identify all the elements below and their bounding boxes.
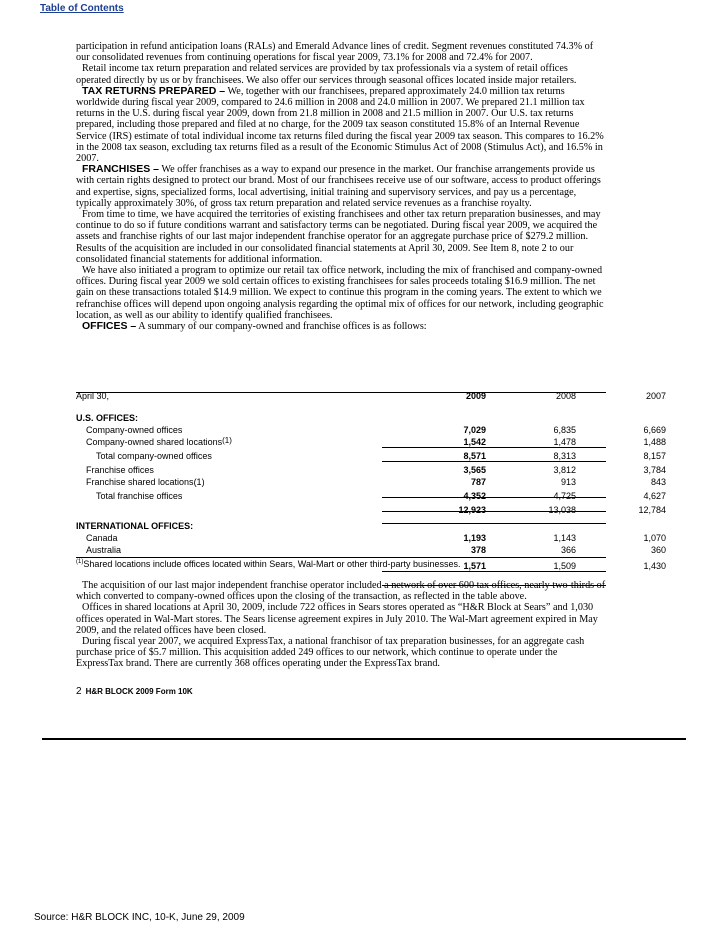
paragraph: Offices in shared locations at April 30, 2009, include 722 offices in Sears stores operated as “H&R Block at Sears” and 1,030 offices operated in Wal-Mart stores. The Sears license agreement expires in July 2010. The Wal-Mart agreement expired in May 2009, and the related offices have been closed. xyxy=(76,602,598,636)
table-row-total: Total franchise offices 4,352 4,725 4,627 xyxy=(96,491,666,501)
section-title: INTERNATIONAL OFFICES: xyxy=(76,521,194,531)
section-title: U.S. OFFICES: xyxy=(76,413,139,423)
footnote-rule xyxy=(76,557,606,558)
paragraph-text: We offer franchises as a way to expand our presence in the market. Our franchise arrangements provide us with certain rights designed to protect our brand. Most of our franchisees receive use of our software, access to product offerings and expertise, signs, specialized forms, local advertising, initial training and supervisory services, and pay us a percentage, typically approximately 30%, of gross tax return preparation and related service revenues as a franchise royalty. xyxy=(76,164,601,209)
table-row: Company-owned shared locations(1) 1,542 1,478 1,488 xyxy=(86,436,666,447)
section-heading: TAX RETURNS PREPARED – xyxy=(82,84,226,97)
table-row-total: Total company-owned offices 8,571 8,313 8,157 xyxy=(96,451,666,461)
paragraph-text: A summary of our company-owned and franchise offices is as follows: xyxy=(136,321,427,333)
footer-title: H&R BLOCK 2009 Form 10K xyxy=(85,687,193,696)
body-text xyxy=(76,41,604,332)
paragraph: We have also initiated a program to optimize our retail tax office network, including the mix of franchised and company-owned offices. During fiscal year 2009 we sold certain offices to existing franchisees for sales proceeds totaling $16.9 million. The net gain on these transactions totaled $14.9 million. We expect to continue this program in the coming years. The extent to which we refranchise offices will depend upon ongoing analysis regarding the optimal mix of offices for our network, including geographic location, as well as our ability to identify qualified franchisees. xyxy=(76,265,604,321)
year-header-2008: 2008 xyxy=(555,391,576,401)
table-row: Canada 1,193 1,143 1,070 xyxy=(86,533,666,543)
table-row: Franchise offices 3,565 3,812 3,784 xyxy=(86,465,666,475)
table-row: Franchise shared locations(1) 787 913 843 xyxy=(86,477,666,487)
paragraph: Retail income tax return preparation and related services are provided by tax professionals via a system of retail offices operated directly by us or by franchisees. We also offer our services through seasonal offices located inside major retailers. xyxy=(76,63,577,86)
table-row-grand-total: 12,923 13,038 12,784 xyxy=(458,505,666,515)
page-number: 2 xyxy=(76,686,82,697)
footnote-mark: (1) xyxy=(76,559,84,565)
table-of-contents-link[interactable]: Table of Contents xyxy=(40,3,124,14)
paragraph: From time to time, we have acquired the territories of existing franchisees and other tax return preparation businesses, and may continue to do so if future conditions warrant and satisfactory terms can be negotiated. During fiscal year 2009, we acquired the assets and franchise rights of our last major independent franchise operator for an aggregate purchase price of $279.2 million. Results of the acquisition are included in our consolidated financial statements at April 30, 2009. See Item 8, note 2 to our consolidated financial statements for additional information. xyxy=(76,209,601,265)
source-line: Source: H&R BLOCK INC, 10-K, June 29, 2009 xyxy=(34,912,245,923)
paragraph-franchises xyxy=(76,164,604,209)
footnote-text: Shared locations include offices located within Sears, Wal-Mart or other third-party businesses. xyxy=(83,559,461,569)
paragraph-text: We, together with our franchisees, prepared approximately 24.0 million tax returns worldwide during fiscal year 2009, compared to 24.6 million in 2008 and 24.0 million in 2007. We prepared 21.1 million tax returns in the U.S. during fiscal year 2009, down from 21.8 million in 2008 and 21.5 million in 2007. Our U.S. tax returns prepared, including those prepared and filed at no charge, for the 2009 tax season constituted 15.8% of an Internal Revenue Service (IRS) estimate of total individual income tax returns filed during the fiscal year 2009 tax season. This compares to 16.2% in the 2008 tax season, excluding tax returns filed as a result of the Economic Stimulus Act of 2008 (Stimulus Act), and 16.5% in 2007. xyxy=(76,85,604,165)
section-heading: OFFICES – xyxy=(82,320,137,333)
paragraph: participation in refund anticipation loans (RALs) and Emerald Advance lines of credit. Segment revenues constituted 74.3% of our consolidated revenues from continuing operations for fiscal year 2009, 73.1% for 2008 and 72.4% for 2007. xyxy=(76,41,594,64)
footnote xyxy=(76,559,461,569)
subtotal-rule xyxy=(382,461,606,462)
page-footer xyxy=(76,686,193,697)
header-rule xyxy=(76,392,606,393)
table-row: Company-owned offices 7,029 6,835 6,669 xyxy=(86,425,666,435)
section-heading: FRANCHISES – xyxy=(82,163,160,176)
subtotal-rule xyxy=(382,447,606,448)
paragraph: The acquisition of our last major independent franchise operator included a network of over 600 tax offices, nearly two-thirds of which converted to company-owned offices upon the closing of the transaction, as reflected in the table above. xyxy=(76,580,606,603)
table-header-label: April 30, xyxy=(76,391,110,401)
paragraph-tax-returns xyxy=(76,86,604,164)
table-row: Australia 378 366 360 xyxy=(86,545,666,555)
table-row-total: 1,571 1,509 1,430 xyxy=(463,561,666,571)
year-header-2007: 2007 xyxy=(645,391,666,401)
paragraph: During fiscal year 2007, we acquired ExpressTax, a national franchisor of tax preparation businesses, for an aggregate cash purchase price of $5.7 million. This acquisition added 249 offices to our network, which continue to operate under the ExpressTax brand. There are currently 368 offices operating under the ExpressTax brand. xyxy=(76,636,585,670)
page-divider xyxy=(42,738,686,740)
year-header-2009: 2009 xyxy=(465,391,486,401)
body-text-after-table xyxy=(76,580,606,670)
paragraph-offices xyxy=(76,321,604,332)
